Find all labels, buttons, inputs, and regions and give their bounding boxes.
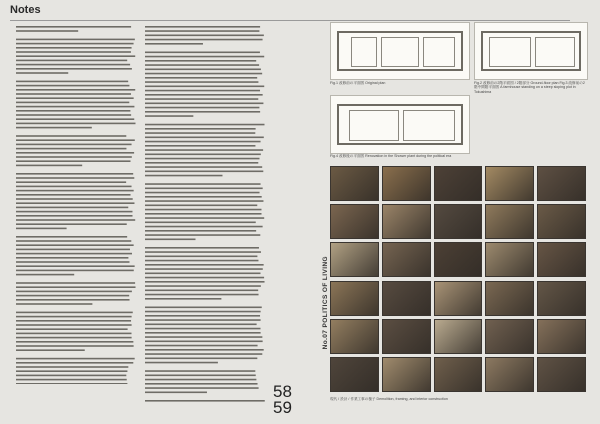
page-number-right: 59 (273, 398, 292, 417)
fig1-caption: Fig.1 改修前の平面図 Original plan (330, 81, 386, 85)
text-line (16, 370, 127, 372)
text-line (16, 249, 130, 251)
text-line (16, 51, 131, 53)
floor-plan-original (330, 22, 470, 80)
text-line (16, 118, 134, 120)
construction-photo (485, 204, 534, 239)
text-line (16, 286, 136, 288)
construction-photo (537, 357, 586, 392)
text-line (145, 400, 265, 402)
text-line (16, 85, 129, 87)
text-line (145, 260, 258, 262)
construction-photo (485, 166, 534, 201)
text-line (16, 173, 133, 175)
construction-photo (537, 319, 586, 354)
plan-wall (337, 104, 463, 106)
plan-room (403, 110, 455, 141)
text-line (145, 319, 261, 321)
text-line (16, 341, 133, 343)
text-line (145, 132, 255, 134)
text-line (145, 239, 195, 241)
text-line (145, 94, 263, 96)
text-line (145, 332, 261, 334)
text-line (145, 285, 261, 287)
text-line (16, 240, 131, 242)
text-line (145, 43, 203, 45)
fig2-caption: Fig.2 改修前の2階平面図 / 2階部分 Ground-floor plan Fig.3 改修前の2階中間階平面図 A farmhouse standing on a steep sloping plot in Tokushima (474, 81, 585, 94)
text-line (145, 162, 258, 164)
text-line (145, 264, 264, 266)
english-text-column (145, 22, 267, 402)
text-line (16, 270, 134, 272)
construction-photo (330, 319, 379, 354)
text-line (16, 26, 131, 28)
plan-wall (461, 104, 463, 145)
japanese-text-column (16, 22, 138, 384)
construction-photo (434, 204, 483, 239)
text-line (145, 247, 259, 249)
text-line (145, 154, 261, 156)
text-line (145, 158, 259, 160)
plan-wall (461, 31, 463, 71)
text-line (145, 77, 257, 79)
text-line (16, 148, 126, 150)
text-line (16, 295, 129, 297)
text-line (145, 209, 261, 211)
text-line (145, 141, 261, 143)
text-line (145, 124, 264, 126)
text-line (145, 222, 256, 224)
text-line (16, 274, 74, 276)
text-line (145, 379, 256, 381)
text-line (16, 375, 126, 377)
text-line (145, 64, 259, 66)
text-line (145, 115, 193, 117)
text-line (16, 265, 135, 267)
text-line (145, 294, 259, 296)
floor-plan-ground-floor (474, 22, 588, 80)
text-line (16, 333, 131, 335)
text-line (16, 282, 135, 284)
text-line (145, 188, 263, 190)
photo-grid-caption: 現代 / 設計 / 作業工事の様子 Demolition, framing, and interior construction (330, 397, 448, 401)
text-line (145, 370, 255, 372)
text-line (145, 26, 260, 28)
text-line (145, 90, 260, 92)
text-line (145, 205, 257, 207)
text-line (16, 328, 128, 330)
text-line (16, 106, 134, 108)
text-line (145, 81, 258, 83)
text-line (16, 316, 132, 318)
text-line (145, 298, 221, 300)
text-line (16, 177, 134, 179)
text-line (145, 358, 257, 360)
text-line (145, 362, 218, 364)
construction-photo (330, 166, 379, 201)
text-line (145, 234, 260, 236)
text-line (16, 358, 135, 360)
text-line (16, 324, 132, 326)
text-line (145, 281, 265, 283)
text-line (16, 236, 127, 238)
text-line (145, 277, 264, 279)
construction-photo (434, 281, 483, 316)
plan-room (489, 37, 531, 67)
text-line (16, 186, 132, 188)
plan-wall (337, 31, 463, 33)
text-line (145, 128, 256, 130)
plan-wall (337, 143, 463, 145)
construction-photo-grid (330, 166, 586, 392)
text-line (145, 349, 264, 351)
text-line (16, 144, 132, 146)
text-line (16, 139, 135, 141)
text-line (145, 375, 256, 377)
construction-photo (330, 357, 379, 392)
text-line (145, 137, 264, 139)
text-line (16, 345, 134, 347)
plan-wall (579, 31, 581, 71)
construction-photo (537, 242, 586, 277)
plan-wall (481, 31, 483, 71)
plan-wall (337, 104, 339, 145)
text-line (145, 183, 261, 185)
text-line (145, 392, 207, 394)
text-line (16, 114, 131, 116)
construction-photo (537, 204, 586, 239)
text-line (145, 69, 261, 71)
plan-wall (337, 69, 463, 71)
text-line (145, 336, 262, 338)
floor-plan-renovated (330, 95, 470, 154)
text-line (16, 215, 132, 217)
text-line (16, 299, 130, 301)
text-line (16, 253, 132, 255)
construction-photo (485, 319, 534, 354)
text-line (145, 35, 264, 37)
text-line (16, 97, 134, 99)
text-line (145, 387, 259, 389)
text-line (145, 175, 222, 177)
text-line (16, 165, 82, 167)
text-line (145, 341, 263, 343)
text-line (16, 110, 130, 112)
text-line (16, 152, 134, 154)
construction-photo (382, 242, 431, 277)
text-line (145, 196, 262, 198)
text-line (16, 64, 130, 66)
text-line (145, 73, 262, 75)
construction-photo (434, 166, 483, 201)
text-line (16, 362, 133, 364)
text-line (16, 207, 128, 209)
construction-photo (434, 242, 483, 277)
text-line (145, 52, 260, 54)
fig3-caption: Fig.4 改修後の平面図 Renovation in the Shower plant during the political era (330, 154, 452, 158)
text-line (145, 60, 256, 62)
plan-wall (481, 31, 581, 33)
text-line (145, 86, 264, 88)
plan-wall (481, 69, 581, 71)
text-line (145, 192, 260, 194)
text-line (145, 149, 263, 151)
text-line (145, 171, 263, 173)
text-line (145, 98, 258, 100)
text-line (16, 43, 134, 45)
text-line (145, 217, 264, 219)
text-line (16, 228, 67, 230)
construction-photo (382, 281, 431, 316)
construction-photo (537, 166, 586, 201)
construction-photo (382, 319, 431, 354)
text-line (16, 68, 132, 70)
text-line (16, 127, 92, 129)
construction-photo (485, 281, 534, 316)
text-line (16, 102, 129, 104)
text-line (145, 56, 264, 58)
construction-photo (330, 281, 379, 316)
text-line (16, 81, 128, 83)
text-line (16, 55, 135, 57)
text-line (16, 379, 127, 381)
text-line (145, 311, 261, 313)
text-line (145, 256, 257, 258)
construction-photo (382, 204, 431, 239)
plan-room (423, 37, 455, 67)
text-line (145, 103, 263, 105)
text-line (145, 324, 257, 326)
text-line (145, 307, 262, 309)
text-line (16, 190, 134, 192)
text-line (16, 60, 127, 62)
text-line (145, 230, 256, 232)
text-line (145, 166, 262, 168)
text-line (145, 290, 258, 292)
text-line (16, 47, 132, 49)
plan-room (535, 37, 575, 67)
construction-photo (485, 357, 534, 392)
text-line (16, 181, 126, 183)
text-line (16, 194, 131, 196)
spine-title: No.07 POLITICS OF LIVING (322, 256, 329, 350)
text-line (16, 303, 92, 305)
text-line (145, 200, 263, 202)
text-line (16, 219, 135, 221)
text-line (16, 160, 130, 162)
text-line (16, 349, 85, 351)
text-line (16, 30, 78, 32)
plan-wall (337, 31, 339, 71)
text-line (145, 226, 263, 228)
text-line (145, 213, 261, 215)
plan-room (351, 37, 377, 67)
construction-photo (330, 242, 379, 277)
plan-room (349, 110, 399, 141)
construction-photo (434, 357, 483, 392)
text-line (16, 223, 127, 225)
text-line (16, 291, 132, 293)
text-line (145, 30, 259, 32)
construction-photo (330, 204, 379, 239)
construction-photo (382, 357, 431, 392)
plan-room (381, 37, 419, 67)
text-line (145, 107, 259, 109)
text-line (16, 156, 132, 158)
text-line (145, 111, 260, 113)
text-line (16, 89, 135, 91)
text-line (145, 268, 263, 270)
text-line (145, 145, 255, 147)
construction-photo (434, 319, 483, 354)
construction-photo (485, 242, 534, 277)
construction-photo (382, 166, 431, 201)
text-line (145, 39, 263, 41)
text-line (16, 198, 133, 200)
text-line (16, 312, 133, 314)
page-number-left: 58 (273, 382, 292, 401)
text-line (16, 320, 131, 322)
text-line (16, 257, 128, 259)
text-line (145, 273, 260, 275)
text-line (16, 123, 135, 125)
header-rule (10, 20, 570, 21)
text-line (16, 39, 135, 41)
text-line (16, 202, 134, 204)
text-line (145, 251, 261, 253)
text-line (16, 72, 68, 74)
text-line (16, 366, 128, 368)
construction-photo (537, 281, 586, 316)
text-line (16, 135, 126, 137)
text-line (16, 211, 132, 213)
text-line (145, 383, 258, 385)
text-line (16, 244, 134, 246)
text-line (145, 345, 258, 347)
page-numbers (273, 384, 292, 416)
text-line (145, 328, 260, 330)
text-line (145, 353, 262, 355)
text-line (16, 93, 131, 95)
text-line (145, 315, 260, 317)
text-line (16, 383, 127, 384)
notes-title: Notes (10, 4, 41, 16)
text-line (16, 261, 129, 263)
text-line (16, 337, 132, 339)
